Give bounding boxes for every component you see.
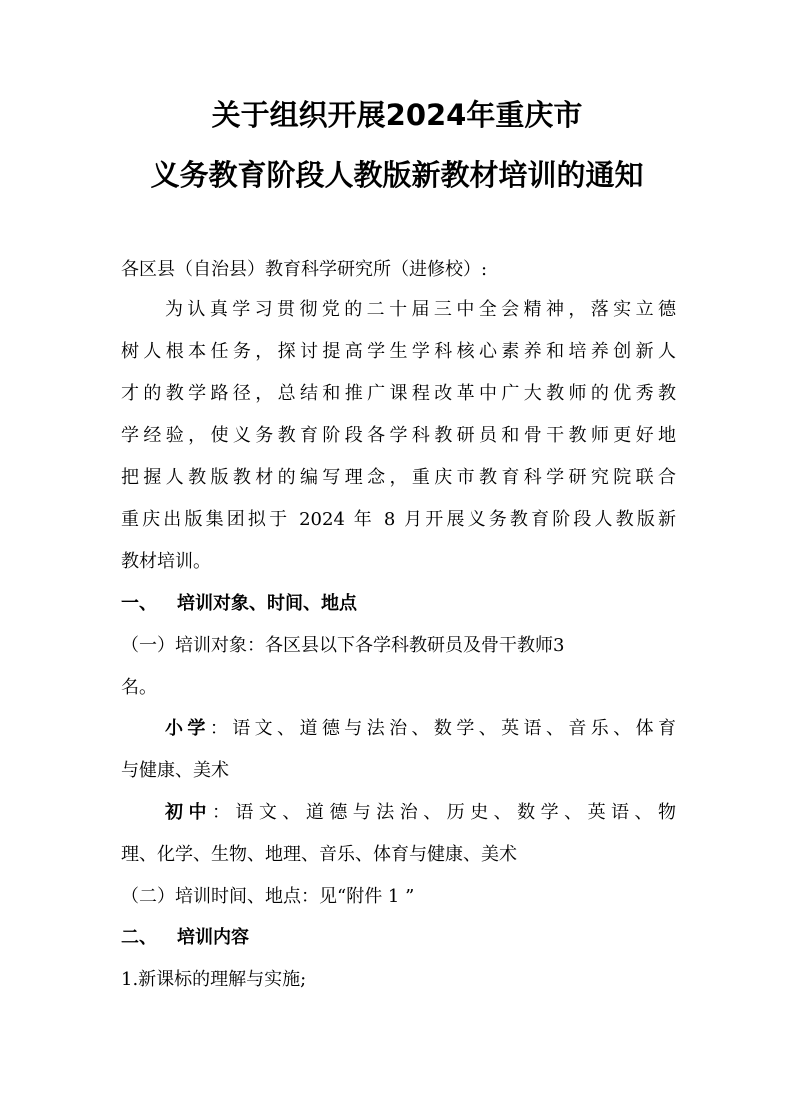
- section-2-number: 二、: [121, 927, 157, 948]
- section-1-item-1-line-1: （一）培训对象：各区县以下各学科教研员及骨干教师3: [121, 635, 565, 656]
- intro-line-1: 为认真学习贯彻党的二十届三中全会精神，落实立德: [165, 299, 676, 320]
- section-1-heading: [121, 591, 357, 617]
- junior-label: 初中: [165, 802, 212, 823]
- salutation: 各区县（自治县）教育科学研究所（进修校）:: [121, 259, 488, 280]
- section-2-title: 培训内容: [177, 927, 249, 948]
- section-1-title: 培训对象、时间、地点: [177, 593, 357, 614]
- intro-line-7: 教材培训。: [121, 551, 211, 572]
- intro-line-3: 才的教学路径，总结和推广课程改革中广大教师的优秀教: [121, 383, 676, 404]
- junior-subjects-line-1: [165, 800, 676, 826]
- document-title-line-1: 关于组织开展2024年重庆市: [211, 98, 583, 132]
- junior-subjects-line-2: 理、化学、生物、地理、音乐、体育与健康、美术: [121, 844, 517, 865]
- primary-label: 小学: [165, 718, 210, 739]
- section-2-item-1: 1.新课标的理解与实施;: [121, 969, 307, 990]
- section-1-number: 一、: [121, 593, 157, 614]
- junior-subjects-text: ：语文、道德与法治、历史、数学、英语、物: [211, 802, 676, 823]
- intro-line-5: 把握人教版教材的编写理念，重庆市教育科学研究院联合: [121, 467, 676, 488]
- intro-line-6: 重庆出版集团拟于 2024 年 8 月开展义务教育阶段人教版新: [121, 509, 676, 530]
- section-1-item-2: （二）培训时间、地点：见“附件 1 ”: [121, 886, 415, 907]
- intro-line-2: 树人根本任务，探讨提高学生学科核心素养和培养创新人: [121, 341, 676, 362]
- section-2-heading: [121, 925, 249, 951]
- primary-subjects-line-2: 与健康、美术: [121, 760, 229, 781]
- intro-line-4: 学经验，使义务教育阶段各学科教研员和骨干教师更好地: [121, 425, 676, 446]
- section-1-item-1-line-2: 名。: [121, 677, 157, 698]
- primary-subjects-line-1: [165, 716, 676, 742]
- primary-subjects-text: ：语文、道德与法治、数学、英语、音乐、体育: [209, 718, 677, 739]
- document-title-line-2: 义务教育阶段人教版新教材培训的通知: [150, 158, 644, 192]
